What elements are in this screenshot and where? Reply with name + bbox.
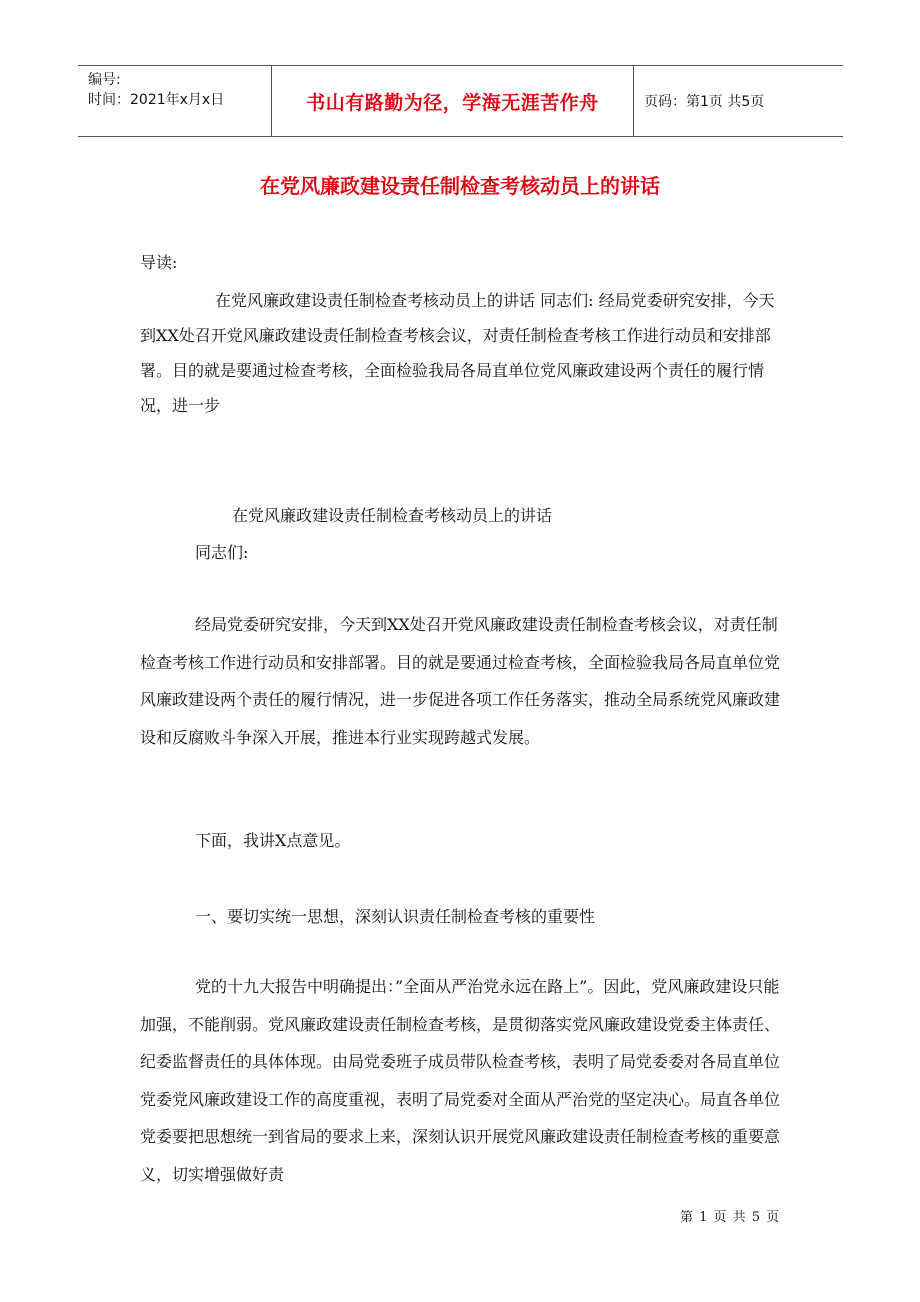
speech-sub-title: 在党风廉政建设责任制检查考核动员上的讲话 — [232, 506, 553, 525]
document-title: 在党风廉政建设责任制检查考核动员上的讲话 — [260, 174, 660, 198]
header-meta — [78, 66, 272, 136]
page-footer: 第 1 页 共 5 页 — [680, 1210, 781, 1225]
header-page-label: 页码：第1页 共5页 — [644, 94, 765, 110]
section-heading: 一、要切实统一思想，深刻认识责任制检查考核的重要性 — [195, 907, 596, 926]
body-paragraph: 经局党委研究安排，今天到XX处召开党风廉政建设责任制检查考核会议，对责任制检查考核工作进行动员和安排部署。目的就是要通过检查考核，全面检验我局各局直单位党风廉政建设两个责任的履行情况，进一步促进各项工作任务落实，推动全局系统党风廉政建设和反腐败斗争深入开展，推进本行业实现跨越式发展。 — [140, 615, 781, 747]
page-header — [78, 65, 843, 137]
body-paragraph: 下面，我讲X点意见。 — [195, 831, 351, 850]
lead-label: 导读: — [140, 253, 178, 272]
summary-paragraph: 在党风廉政建设责任制检查考核动员上的讲话 同志们: 经局党委研究安排，今天到XX处召开党风廉政建设责任制检查考核会议，对责任制检查考核工作进行动员和安排部署。目的就是要通过检查考核，全面检验我局各局直单位党风廉政建设两个责任的履行情况，进一步 — [140, 291, 775, 415]
serial-label: 编号: — [88, 72, 121, 88]
header-motto: 书山有路勤为径，学海无涯苦作舟 — [272, 66, 634, 136]
time-label: 时间：2021年x月x日 — [88, 92, 225, 108]
greeting: 同志们: — [195, 543, 249, 562]
body-paragraph: 党的十九大报告中明确提出：”全面从严治党永远在路上”。因此，党风廉政建设只能加强，不能削弱。党风廉政建设责任制检查考核，是贯彻落实党风廉政建设党委主体责任、纪委监督责任的具体体现。由局党委班子成员带队检查考核，表明了局党委委对各局直单位党委党风廉政建设工作的高度重视，表明了局党委对全面从严治党的坚定决心。局直各单位党委要把思想统一到省局的要求上来，深刻认识开展党风廉政建设责任制检查考核的重要意义，切实增强做好责 — [140, 977, 781, 1184]
